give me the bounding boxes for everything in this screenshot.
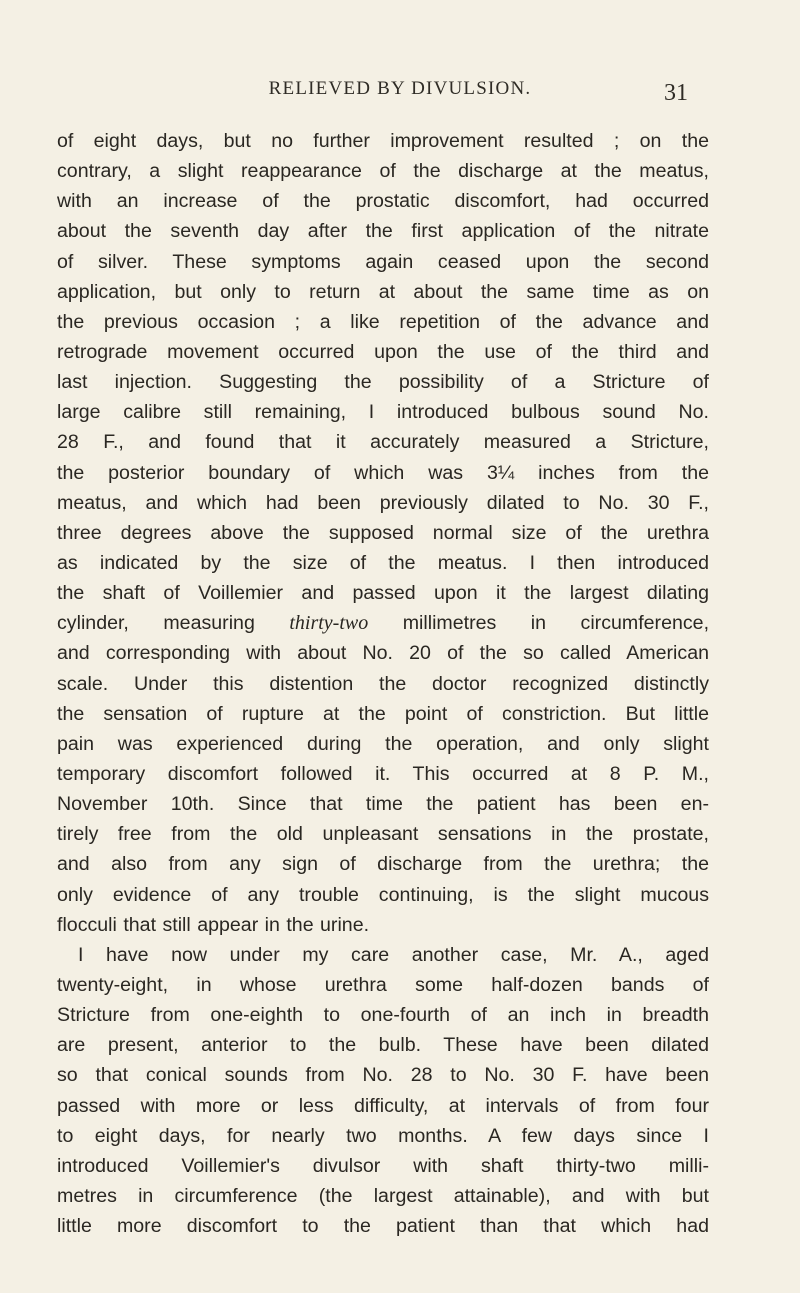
text-line: November 10th. Since that time the patient has been en- bbox=[57, 793, 709, 816]
text-line: pain was experienced during the operation, and only slight bbox=[57, 732, 709, 755]
paragraph-start-line: I have now under my care another case, Mr. A., aged bbox=[78, 943, 709, 966]
page-number: 31 bbox=[664, 80, 688, 106]
text-line: and corresponding with about No. 20 of the so called American bbox=[57, 642, 709, 665]
text-line: the previous occasion ; a like repetition of the advance and bbox=[57, 310, 709, 333]
text-line: to eight days, for nearly two months. A few days since I bbox=[57, 1124, 709, 1147]
text-line: the shaft of Voillemier and passed upon it the largest dilating bbox=[57, 582, 709, 605]
text-line: twenty-eight, in whose urethra some half-dozen bands of bbox=[57, 973, 709, 996]
text-line: introduced Voillemier's divulsor with shaft thirty-two milli- bbox=[57, 1154, 709, 1177]
text-segment: cylinder, measuring bbox=[57, 612, 290, 635]
italic-text: thirty-two bbox=[289, 612, 369, 635]
text-line: only evidence of any trouble continuing, is the slight mucous bbox=[57, 883, 709, 906]
text-line: are present, anterior to the bulb. These have been dilated bbox=[57, 1034, 709, 1057]
text-line: of eight days, but no further improvement resulted ; on the bbox=[57, 130, 709, 152]
text-segment: millimetres in circumference, bbox=[368, 612, 710, 635]
text-line: last injection. Suggesting the possibility of a Stricture of bbox=[57, 371, 709, 394]
text-line-with-italic bbox=[57, 608, 709, 638]
text-line: of silver. These symptoms again ceased upon the second bbox=[57, 250, 709, 273]
text-line: and also from any sign of discharge from the urethra; the bbox=[57, 853, 709, 876]
text-line: the sensation of rupture at the point of constriction. But little bbox=[57, 702, 709, 725]
text-line: metres in circumference (the largest attainable), and with but bbox=[57, 1184, 709, 1207]
text-line: contrary, a slight reappearance of the discharge at the meatus, bbox=[57, 160, 709, 183]
text-line: passed with more or less difficulty, at intervals of from four bbox=[57, 1094, 709, 1117]
text-line: the posterior boundary of which was 3¼ inches from the bbox=[57, 461, 709, 484]
text-line: scale. Under this distention the doctor recognized distinctly bbox=[57, 672, 709, 695]
text-line: three degrees above the supposed normal size of the urethra bbox=[57, 521, 709, 544]
paragraph-end-line: flocculi that still appear in the urine. bbox=[57, 913, 370, 936]
text-line: application, but only to return at about the same time as on bbox=[57, 280, 709, 303]
text-line: large calibre still remaining, I introduced bulbous sound No. bbox=[57, 401, 709, 424]
text-line: as indicated by the size of the meatus. I then introduced bbox=[57, 551, 709, 574]
text-line: with an increase of the prostatic discomfort, had occurred bbox=[57, 190, 709, 213]
text-line: about the seventh day after the first application of the nitrate bbox=[57, 220, 709, 243]
text-line: 28 F., and found that it accurately measured a Stricture, bbox=[57, 431, 709, 454]
text-line: little more discomfort to the patient than that which had bbox=[57, 1215, 709, 1238]
body-text bbox=[57, 126, 709, 1241]
text-line: Stricture from one-eighth to one-fourth of an inch in breadth bbox=[57, 1004, 709, 1027]
text-line: meatus, and which had been previously dilated to No. 30 F., bbox=[57, 491, 709, 514]
text-line: retrograde movement occurred upon the use of the third and bbox=[57, 340, 709, 363]
text-line: tirely free from the old unpleasant sensations in the prostate, bbox=[57, 823, 709, 846]
text-line: so that conical sounds from No. 28 to No. 30 F. have been bbox=[57, 1064, 709, 1087]
running-title: RELIEVED BY DIVULSION. bbox=[268, 78, 532, 99]
text-line: temporary discomfort followed it. This occurred at 8 P. M., bbox=[57, 762, 709, 785]
